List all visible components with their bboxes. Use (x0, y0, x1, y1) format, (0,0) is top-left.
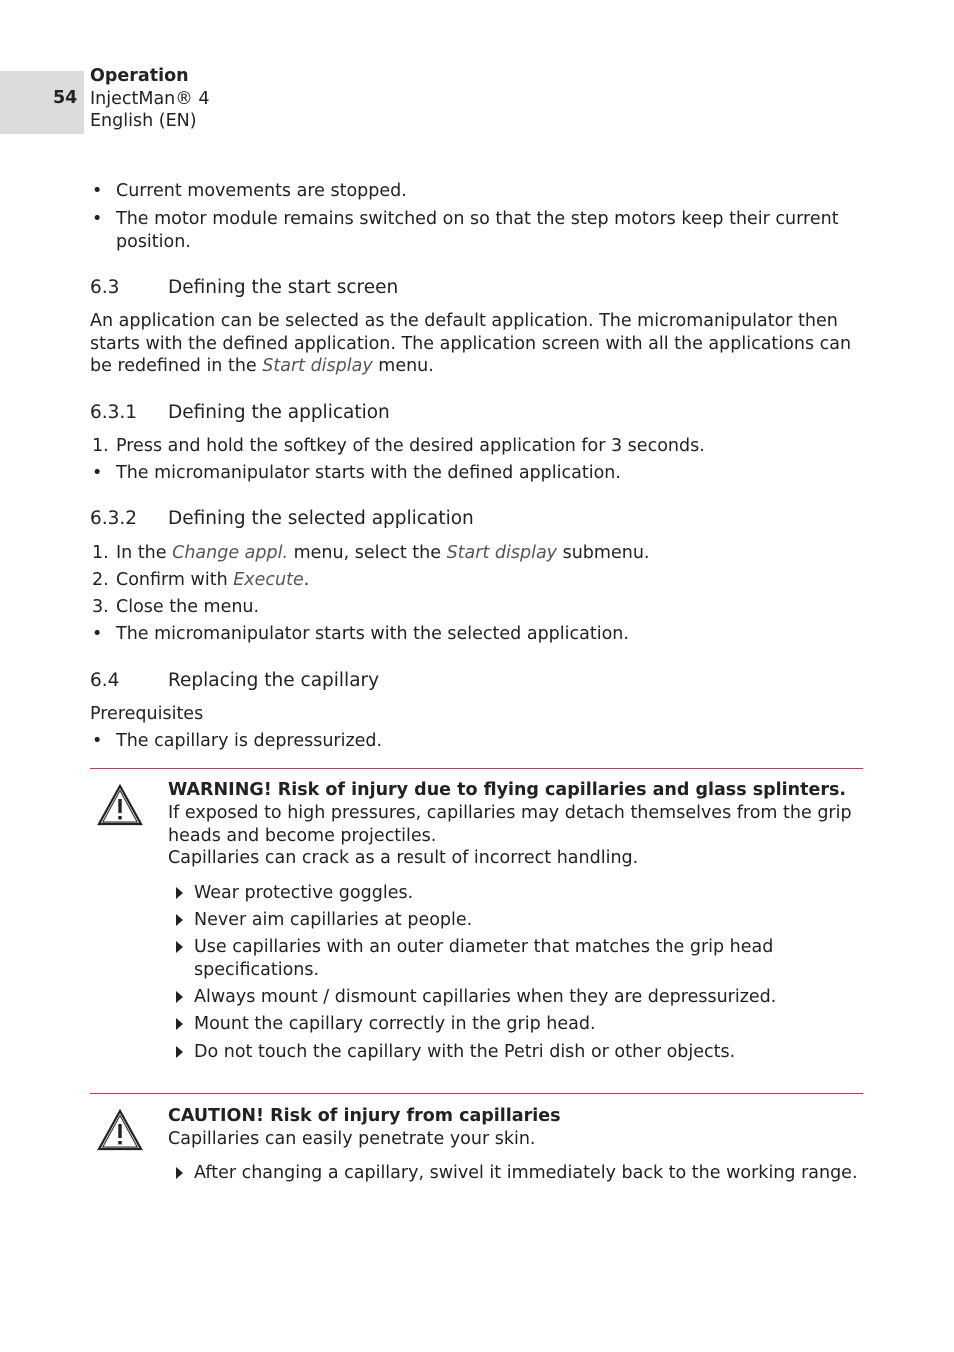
warning-title: WARNING! Risk of injury due to flying capillaries and glass splinters. (168, 780, 847, 800)
warning-action (176, 936, 866, 981)
section-heading-6-3-2 (90, 507, 865, 531)
header-language: English (EN) (90, 111, 197, 131)
section-title: Defining the application (168, 402, 390, 423)
paragraph-text: An application can be selected as the default application. The micromanipulator then starts with the defined application. The application screen with all the applications can be redefined in the (90, 311, 852, 376)
action-arrow-icon (176, 941, 183, 953)
list-item (90, 208, 865, 253)
warning-action (176, 986, 866, 1009)
header-title: Operation (90, 66, 189, 86)
section-title: Defining the start screen (168, 277, 399, 298)
bullet-mark: • (92, 181, 103, 201)
step-text: Close the menu. (116, 597, 260, 617)
step-text-part: . (303, 570, 310, 590)
action-arrow-icon (176, 914, 183, 926)
header-product: InjectMan® 4 (90, 88, 210, 109)
caution-description: Capillaries can easily penetrate your skin. (168, 1129, 536, 1149)
section-number: 6.3 (90, 277, 120, 298)
action-text: Mount the capillary correctly in the grip head. (194, 1014, 596, 1034)
section-number: 6.3.2 (90, 508, 138, 529)
menu-reference: Start display (446, 543, 558, 563)
bullet-mark: • (92, 463, 103, 483)
page-number: 54 (53, 88, 78, 108)
list-item-text: Current movements are stopped. (116, 181, 407, 201)
caution-divider (90, 1093, 863, 1094)
caution-triangle-icon (96, 1108, 144, 1152)
step-text-part: submenu. (557, 543, 650, 563)
action-arrow-icon (176, 1167, 183, 1179)
menu-reference: Change appl. (172, 543, 289, 563)
result-item (90, 623, 865, 646)
section-title: Replacing the capillary (168, 670, 380, 691)
step-text-part: In the (116, 543, 173, 563)
warning-description: Capillaries can crack as a result of incorrect handling. (168, 848, 639, 868)
bullet-mark: • (92, 624, 103, 644)
step-item (90, 569, 865, 592)
action-arrow-icon (176, 1018, 183, 1030)
step-number: 3. (92, 597, 109, 617)
result-text: The micromanipulator starts with the defined application. (116, 463, 621, 483)
prerequisite-text: The capillary is depressurized. (116, 731, 383, 751)
section-number: 6.4 (90, 670, 120, 691)
prerequisites-label: Prerequisites (90, 704, 204, 724)
section-number: 6.3.1 (90, 402, 138, 423)
step-text (116, 569, 865, 592)
step-text: Press and hold the softkey of the desired application for 3 seconds. (116, 436, 705, 456)
page-header (90, 65, 209, 133)
action-arrow-icon (176, 1046, 183, 1058)
warning-action (176, 882, 866, 905)
warning-triangle-icon (96, 783, 144, 827)
section-heading-6-3-1 (90, 401, 865, 425)
warning-action (176, 1041, 866, 1064)
list-item-text: The motor module remains switched on so that the step motors keep their current position. (116, 209, 839, 252)
paragraph-text: menu. (372, 356, 434, 376)
action-text: After changing a capillary, swivel it immediately back to the working range. (194, 1163, 858, 1183)
step-number: 2. (92, 570, 109, 590)
caution-action (176, 1162, 866, 1185)
section-heading-6-3 (90, 276, 865, 300)
step-number: 1. (92, 436, 109, 456)
result-text: The micromanipulator starts with the selected application. (116, 624, 629, 644)
step-item (90, 435, 865, 458)
step-text-part: menu, select the (288, 543, 447, 563)
step-item (90, 596, 865, 619)
warning-description: If exposed to high pressures, capillaries may detach themselves from the grip heads and become projectiles. (168, 803, 852, 846)
bullet-mark: • (92, 209, 103, 229)
section-title: Defining the selected application (168, 508, 474, 529)
warning-action (176, 1013, 866, 1036)
action-text: Use capillaries with an outer diameter that matches the grip head specifications. (194, 937, 774, 980)
step-item (90, 542, 865, 565)
step-text (116, 542, 865, 565)
warning-divider (90, 768, 863, 769)
action-text: Always mount / dismount capillaries when they are depressurized. (194, 987, 777, 1007)
action-arrow-icon (176, 991, 183, 1003)
caution-title: CAUTION! Risk of injury from capillaries (168, 1106, 561, 1126)
step-number: 1. (92, 543, 109, 563)
section-heading-6-4 (90, 669, 865, 693)
list-item (90, 180, 865, 203)
step-text-part: Confirm with (116, 570, 234, 590)
action-arrow-icon (176, 887, 183, 899)
menu-reference: Start display (262, 356, 373, 376)
prerequisite-item (90, 730, 865, 753)
warning-action (176, 909, 866, 932)
action-text: Never aim capillaries at people. (194, 910, 473, 930)
menu-reference: Execute (233, 570, 304, 590)
action-text: Do not touch the capillary with the Petri dish or other objects. (194, 1042, 736, 1062)
action-text: Wear protective goggles. (194, 883, 414, 903)
bullet-mark: • (92, 731, 103, 751)
result-item (90, 462, 865, 485)
section-paragraph (90, 310, 865, 378)
